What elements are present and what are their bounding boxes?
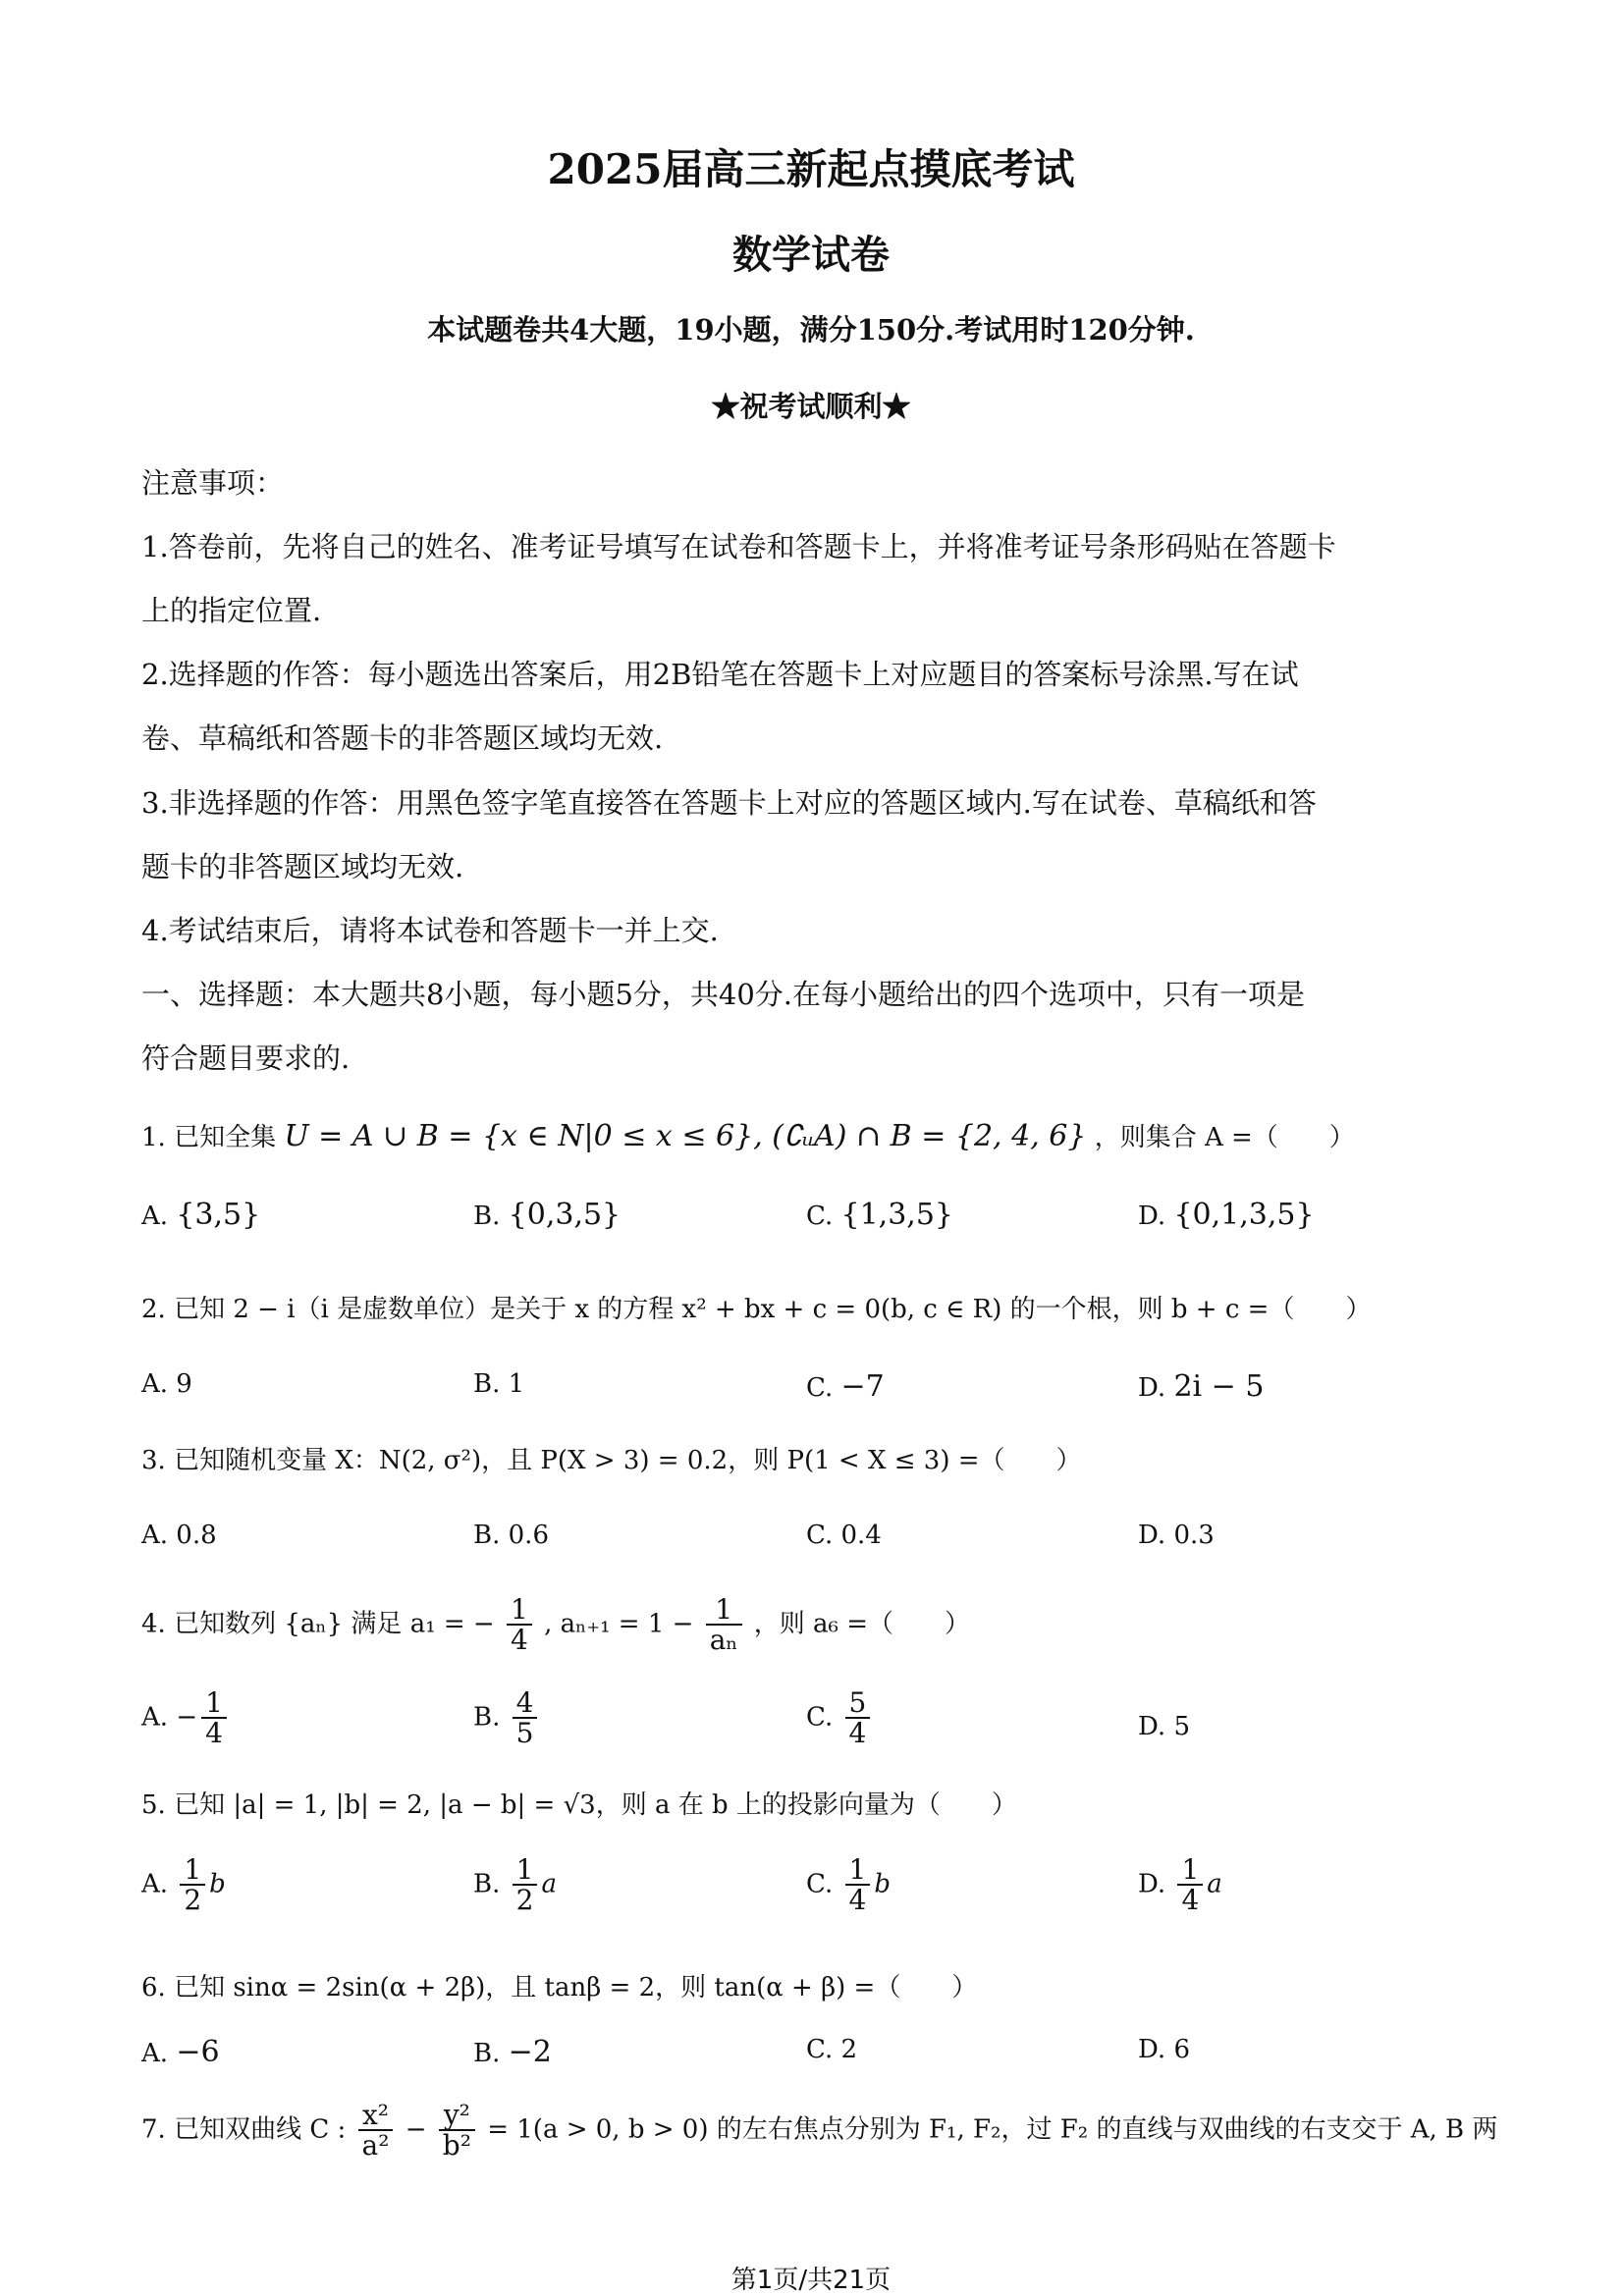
question-1-options: [141, 1198, 1516, 1256]
question-1-stem: 1. 已知全集: [141, 1123, 277, 1152]
option-c: C. 0.4: [806, 1521, 882, 1550]
question-6-options: [141, 2035, 1516, 2094]
option-a: A. 0.8: [141, 1521, 217, 1550]
fraction: $\frac{1}{4}$: [507, 1595, 532, 1655]
option-d: D. 2i − 5: [1138, 1369, 1265, 1404]
option-d: D. 6: [1138, 2035, 1190, 2064]
exam-info: 本试题卷共4大题，19小题，满分150分.考试用时120分钟.: [427, 313, 1195, 347]
option-b: B. −2: [473, 2035, 552, 2069]
question-4: 4. 已知数列 {aₙ} 满足 a₁ = − $\frac{1}{4}$ , aₙ₊₁ = 1 − $\frac{1}{\text{aₙ}}$ ，则 a₆ =（ ）: [141, 1593, 971, 1657]
fraction: $\frac{\text{x²}}{\text{a²}}$: [358, 2101, 394, 2161]
question-5-options: [141, 1855, 1516, 1934]
question-7: 7. 已知双曲线 C : $\frac{\text{x²}}{\text{a²}}$ − $\frac{\text{y²}}{\text{b²}}$ = 1(a > 0, b > 0) 的左右焦点分别为 F₁, F₂，过 F₂ 的直线与双曲线的右支交于 A, B 两: [141, 2099, 1498, 2163]
option-c: C. −7: [806, 1369, 885, 1404]
option-d: D. 5: [1138, 1712, 1190, 1741]
question-1-math: U = A ∪ B = {x ∈ N|0 ≤ x ≤ 6}, (∁ᵤA) ∩ B = {2, 4, 6}: [284, 1119, 1087, 1153]
option-a: A. − $\frac{1}{4}$: [141, 1688, 231, 1748]
exam-title: 2025届高三新起点摸底考试: [547, 145, 1075, 193]
option-d: D. {0,1,3,5}: [1138, 1198, 1315, 1232]
question-1: [141, 1117, 1355, 1153]
notice-item-3: 3.非选择题的作答：用黑色签字笔直接答在答题卡上对应的答题区域内.写在试卷、草稿纸和答: [141, 786, 1317, 820]
question-6: 6. 已知 sinα = 2sin(α + 2β)，且 tanβ = 2，则 tan(α + β) =（ ）: [141, 1973, 978, 2002]
notice-item-2: 2.选择题的作答：每小题选出答案后，用2B铅笔在答题卡上对应题目的答案标号涂黑.写在试: [141, 658, 1299, 691]
question-5: 5. 已知 |a| = 1, |b| = 2, |a − b| = √3，则 a 在 b 上的投影向量为（ ）: [141, 1790, 1017, 1820]
option-b: B. $\frac{1}{2}$ a: [473, 1853, 557, 1917]
question-3: 3. 已知随机变量 X：N(2, σ²)，且 P(X > 3) = 0.2，则 P(1 < X ≤ 3) =（ ）: [141, 1446, 1082, 1475]
option-d: D. $\frac{1}{4}$ a: [1138, 1853, 1222, 1917]
option-b: B. {0,3,5}: [473, 1198, 622, 1232]
notice-item-1-cont: 上的指定位置.: [141, 594, 322, 627]
option-b: B. 1: [473, 1369, 525, 1399]
question-2-options: [141, 1369, 1516, 1428]
option-a: A. {3,5}: [141, 1198, 261, 1232]
notice-title: 注意事项：: [141, 466, 285, 500]
notice-item-4: 4.考试结束后，请将本试卷和答题卡一并上交.: [141, 914, 719, 947]
section-heading-cont: 符合题目要求的.: [141, 1041, 351, 1075]
fraction: $\frac{\text{y²}}{\text{b²}}$: [439, 2101, 475, 2161]
exam-subtitle: 数学试卷: [732, 232, 890, 278]
option-a: A. $\frac{1}{2}$ b: [141, 1853, 226, 1917]
question-2: 2. 已知 2 − i（i 是虚数单位）是关于 x 的方程 x² + bx + c = 0(b, c ∈ R) 的一个根，则 b + c =（ ）: [141, 1295, 1372, 1324]
option-a: A. −6: [141, 2035, 220, 2069]
question-1-tail: ，则集合 A =（ ）: [1094, 1123, 1355, 1152]
option-c: C. $\frac{1}{4}$ b: [806, 1853, 891, 1917]
notice-item-2-cont: 卷、草稿纸和答题卡的非答题区域均无效.: [141, 721, 664, 755]
question-3-options: [141, 1521, 1516, 1579]
fraction: $\frac{1}{\text{aₙ}}$: [706, 1595, 742, 1655]
option-b: B. 0.6: [473, 1521, 549, 1550]
option-b: B. $\frac{4}{5}$: [473, 1688, 541, 1748]
option-a: A. 9: [141, 1369, 192, 1399]
notice-item-3-cont: 题卡的非答题区域均无效.: [141, 850, 464, 883]
good-luck-line: ★祝考试顺利★: [711, 390, 911, 423]
option-c: C. {1,3,5}: [806, 1198, 954, 1232]
option-c: C. $\frac{5}{4}$: [806, 1688, 874, 1748]
option-d: D. 0.3: [1138, 1521, 1215, 1550]
question-4-options: [141, 1688, 1516, 1767]
section-heading: 一、选择题：本大题共8小题，每小题5分，共40分.在每小题给出的四个选项中，只有一项是: [141, 978, 1306, 1011]
page-number: 第1页/共21页: [730, 2266, 892, 2295]
option-c: C. 2: [806, 2035, 858, 2064]
notice-item-1: 1.答卷前，先将自己的姓名、准考证号填写在试卷和答题卡上，并将准考证号条形码贴在答题卡: [141, 530, 1336, 563]
